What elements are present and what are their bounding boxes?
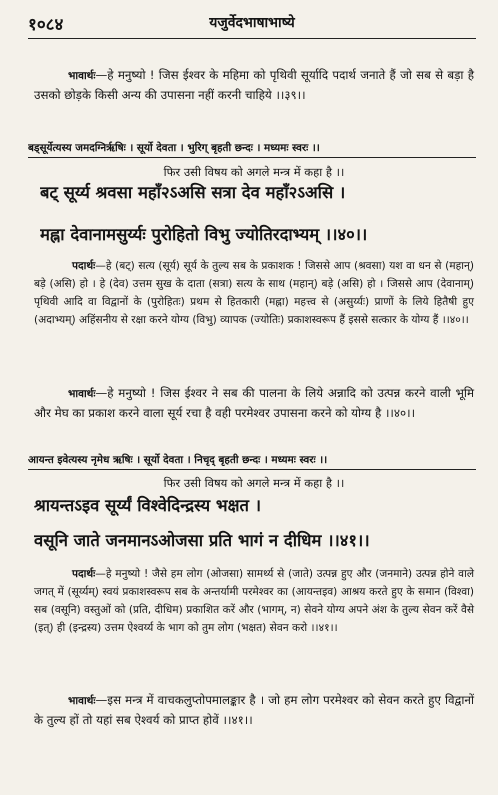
- padartha-label: पदार्थः: [72, 260, 96, 272]
- bhavartha-text: —हे मनुष्यो ! जिस ईश्वर के महिमा को पृथिवी सूर्यादि पदार्थ जनाते हैं जो सब से बड़ा है उसको छोड़के किसी अन्य की उपासना नहीं करनी चाहिये ।।३९।।: [34, 68, 474, 103]
- page-header: [28, 12, 476, 36]
- rishi-line-40: बड्सूर्येत्यस्य जमदग्निर्ऋषिः । सूर्यो देवता । भुरिग् बृहती छन्दः । मध्यमः स्वरः ।।: [28, 142, 320, 154]
- intro-line-40: फिर उसी विषय को अगले मन्त्र में कहा है ।।: [163, 165, 345, 179]
- rishi-rule-40: [28, 157, 476, 158]
- bhavartha-text: —हे मनुष्यो ! जिस ईश्वर ने सब की पालना के लिये अन्नादि को उत्पन्न करने वाली भूमि और मेघ का प्रकाश करने वाला सूर्य रचा है वही परमेश्वर उपासना करने को योग्य है ।।४०।।: [34, 386, 474, 421]
- rishi-rule-41: [28, 469, 476, 470]
- page-number: १०८४: [28, 15, 64, 35]
- header-rule: [28, 38, 476, 39]
- bhavartha-label: भावार्थः: [68, 695, 96, 707]
- bhavartha-label: भावार्थः: [68, 388, 96, 400]
- verse-41-line-2: वसूनि जाते जनमानऽओजसा प्रति भागं न दीधिम ।।४१।।: [34, 531, 370, 550]
- padartha-label: पदार्थः: [72, 568, 96, 580]
- bhavartha-39: [34, 66, 474, 106]
- intro-line-41: फिर उसी विषय को अगले मन्त्र में कहा है ।।: [163, 476, 345, 490]
- bhavartha-41: [34, 691, 474, 731]
- bhavartha-label: भावार्थः: [68, 70, 96, 82]
- verse-40-line-1: बट् सूर्य्य श्रवसा महाँ२ऽअसि सत्रा देव महाँ२ऽअसि ।: [40, 183, 346, 202]
- bhavartha-40: [34, 384, 474, 424]
- padartha-text: —हे (बट्) सत्य (सूर्य) सूर्य के तुल्य सब के प्रकाशक ! जिससे आप (श्रवसा) यश वा धन से (महान्) बड़े (असि) हो । हे (देव) उत्तम सुख के दाता (सत्रा) सत्य के साथ (महान्) बड़े (असि) हो । जिससे आप (देवानाम्) पृथिवी आदि वा विद्वानों के (पुरोहितः) प्रथम से हितकारी (मह्ना) महत्त्व से (असुर्य्यः) प्राणों के लिये हितैषी हुए (अदाभ्यम्) अहिंसनीय से रक्षा करने योग्य (विभु) व्यापक (ज्योतिः) प्रकाशस्वरूप हैं इससे सत्कार के योग्य हैं ।।४०।।: [34, 260, 474, 326]
- verse-41-line-1: श्रायन्तऽइव सूर्य्यं विश्वेदिन्द्रस्य भक्षत ।: [34, 496, 261, 515]
- rishi-line-41: आयन्त इवेत्यस्य नृमेध ऋषिः । सूर्यो देवता । निचृद् बृहती छन्दः । मध्यमः स्वरः ।।: [28, 454, 328, 466]
- running-title: यजुर्वेदभाषाभाष्ये: [209, 15, 295, 31]
- padartha-41: [34, 566, 474, 638]
- padartha-40: [34, 258, 474, 330]
- padartha-text: —हे मनुष्यो ! जैसे हम लोग (ओजसा) सामर्थ्य से (जाते) उत्पन्न हुए और (जनमाने) उत्पन्न होने वाले जगत् में (सूर्य्यम्) स्वयं प्रकाशस्वरूप सब के अन्तर्यामी परमेश्वर का (आयन्तइव) आश्रय करते हुए के समान (विश्वा) सब (वसूनि) वस्तुओं को (प्रति, दीधिम) प्रकाशित करें और (भागम्, न) सेवने योग्य अपने अंश के तुल्य सेवन करें वैसे (इत्) ही (इन्द्रस्य) उत्तम ऐश्वर्य्य के भाग को तुम लोग (भक्षत) सेवन करो ।।४१।।: [34, 568, 474, 634]
- verse-40-line-2: मह्ना देवानामसुर्य्यः पुरोहितो विभु ज्योतिरदाभ्यम् ।।४०।।: [40, 225, 368, 244]
- bhavartha-text: —इस मन्त्र में वाचकलुप्तोपमालङ्कार है । जो हम लोग परमेश्वर को सेवन करते हुए विद्वानों के तुल्य हों तो यहां सब ऐश्वर्य को प्राप्त होवें ।।४१।।: [34, 693, 474, 728]
